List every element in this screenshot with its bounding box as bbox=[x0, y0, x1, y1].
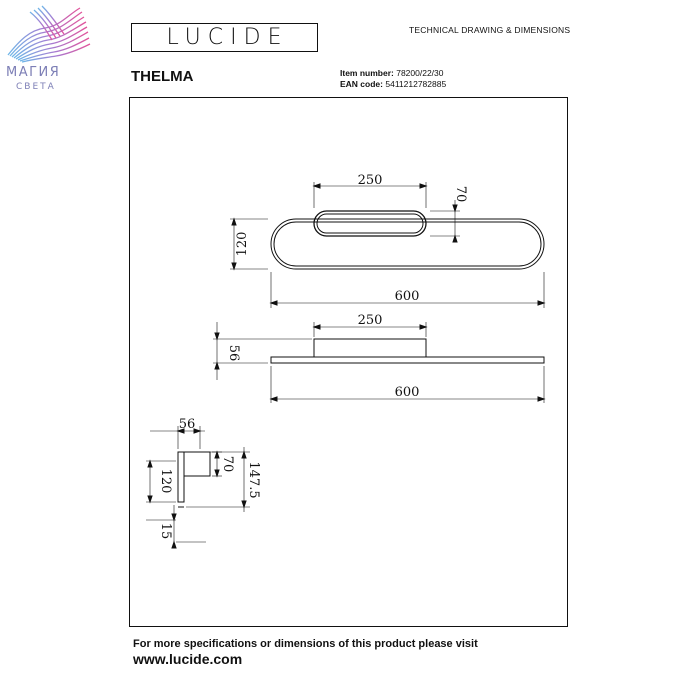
dim-end-total-height: 147.5 bbox=[246, 461, 261, 499]
item-number-label: Item number: bbox=[340, 68, 394, 78]
dim-top-small-height: 70 bbox=[453, 185, 468, 203]
dim-end-bottom: 15 bbox=[158, 522, 173, 540]
dim-side-small-length: 250 bbox=[357, 313, 383, 328]
dim-side-large-length: 600 bbox=[394, 385, 420, 400]
dim-side-depth: 56 bbox=[226, 344, 241, 362]
item-number-value: 78200/22/30 bbox=[396, 68, 444, 78]
ean-code-value: 5411212782885 bbox=[385, 79, 447, 89]
footer-url[interactable]: www.lucide.com bbox=[133, 651, 243, 667]
dim-end-small-height: 70 bbox=[220, 455, 235, 473]
dim-top-large-height: 120 bbox=[235, 231, 250, 257]
dim-top-small-length: 250 bbox=[357, 173, 383, 188]
footer-text: For more specifications or dimensions of this product please visit bbox=[133, 638, 478, 650]
ean-code-label: EAN code: bbox=[340, 79, 383, 89]
watermark-line1: МАГИЯ bbox=[6, 65, 61, 80]
side-view bbox=[213, 322, 544, 403]
brand-logo-text: LUCIDE bbox=[166, 25, 289, 50]
product-name: THELMA bbox=[131, 68, 194, 85]
dim-end-depth: 56 bbox=[178, 417, 196, 432]
dim-top-large-length: 600 bbox=[394, 289, 420, 304]
watermark-line2: СВЕТА bbox=[16, 82, 56, 92]
document-type: TECHNICAL DRAWING & DIMENSIONS bbox=[409, 25, 571, 35]
top-view bbox=[230, 182, 544, 308]
dim-end-large-height: 120 bbox=[158, 468, 173, 494]
